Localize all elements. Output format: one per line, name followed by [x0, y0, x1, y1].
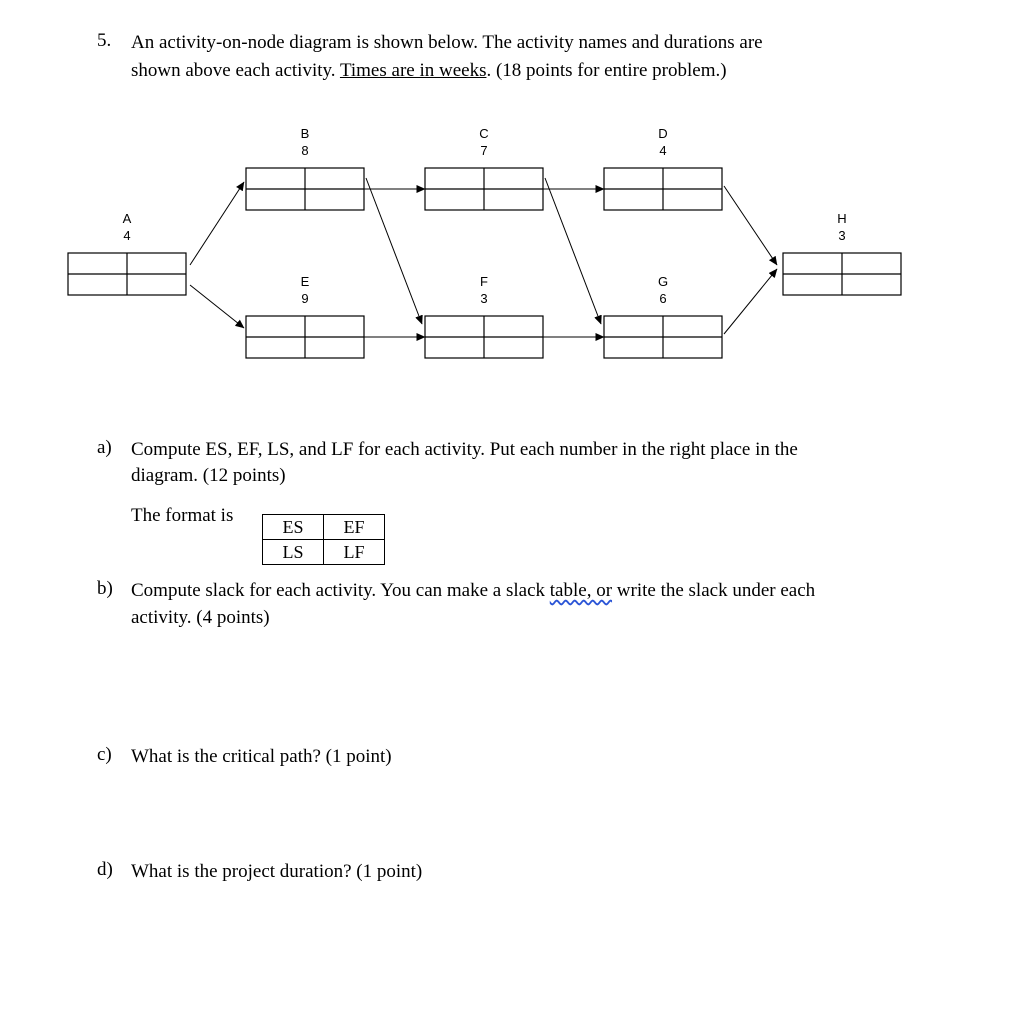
- part-b-line-1: [131, 578, 815, 604]
- activity-node-f: [425, 274, 543, 358]
- activity-node-c: [425, 126, 543, 210]
- activity-on-node-diagram: [0, 0, 1024, 420]
- activity-name-a: A: [122, 211, 132, 226]
- arrow-a-to-b: [190, 182, 244, 265]
- activity-duration-d: 4: [659, 143, 667, 158]
- activity-name-h: H: [837, 211, 847, 226]
- problem-line-2-end: . (18 points for entire problem.): [486, 60, 727, 81]
- part-c-question: What is the critical path? (1 point): [131, 746, 392, 767]
- part-b-line-2: activity. (4 points): [131, 607, 270, 628]
- format-legend-box: [262, 514, 385, 565]
- format-lf: LF: [324, 540, 385, 565]
- activity-name-c: C: [479, 126, 489, 141]
- activity-name-g: G: [657, 274, 669, 289]
- activity-duration-h: 3: [838, 228, 846, 243]
- activity-name-b: B: [300, 126, 310, 141]
- activity-duration-b: 8: [301, 143, 309, 158]
- arrow-g-to-h: [724, 269, 777, 334]
- part-a-label: a): [97, 437, 112, 458]
- activity-duration-e: 9: [301, 291, 309, 306]
- problem-number: 5.: [97, 30, 112, 51]
- activity-duration-a: 4: [123, 228, 131, 243]
- format-label: The format is: [131, 505, 234, 526]
- activity-nodes: [68, 126, 901, 358]
- activity-node-d: [604, 126, 722, 210]
- activity-node-b: [246, 126, 364, 210]
- part-a-line-1: Compute ES, EF, LS, and LF for each activity. Put each number in the right place in the: [131, 439, 798, 460]
- part-a-line-2: diagram. (12 points): [131, 465, 286, 486]
- activity-name-d: D: [658, 126, 668, 141]
- format-es: ES: [263, 515, 324, 540]
- arrow-d-to-h: [724, 186, 777, 265]
- spellcheck-underlined-text: table, or: [549, 580, 613, 601]
- times-in-weeks-underlined: Times are in weeks: [339, 60, 487, 81]
- part-b-line-1-end: write the slack under each: [612, 580, 816, 601]
- activity-name-f: F: [480, 274, 488, 289]
- activity-name-e: E: [300, 274, 310, 289]
- format-ls: LS: [263, 540, 324, 565]
- activity-duration-g: 6: [659, 291, 667, 306]
- activity-duration-f: 3: [480, 291, 488, 306]
- activity-duration-c: 7: [480, 143, 488, 158]
- problem-line-2-start: shown above each activity.: [131, 60, 340, 81]
- activity-node-h: [783, 211, 901, 295]
- part-b-line-1-start: Compute slack for each activity. You can make a slack: [131, 580, 550, 601]
- problem-line-1: An activity-on-node diagram is shown below. The activity names and durations are: [131, 32, 763, 53]
- activity-node-e: [246, 274, 364, 358]
- arrow-c-to-g: [545, 178, 601, 324]
- part-c-label: c): [97, 744, 112, 765]
- format-ef: EF: [324, 515, 385, 540]
- part-b-label: b): [97, 578, 113, 599]
- activity-node-g: [604, 274, 722, 358]
- part-d-label: d): [97, 859, 113, 880]
- arrow-b-to-f: [366, 178, 422, 324]
- part-d-question: What is the project duration? (1 point): [131, 861, 423, 882]
- arrow-a-to-e: [190, 285, 244, 328]
- activity-node-a: [68, 211, 186, 295]
